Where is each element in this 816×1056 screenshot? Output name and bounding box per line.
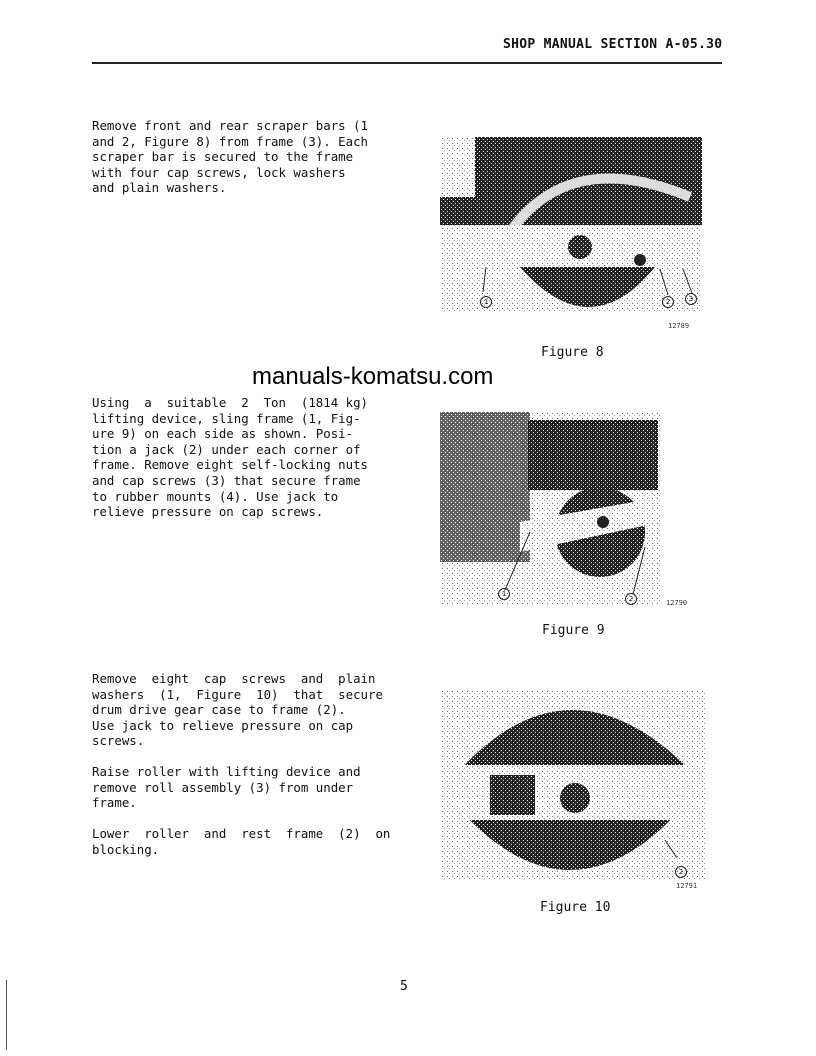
figure-8-callout-2: 2 xyxy=(662,296,674,308)
figure-9-photo xyxy=(440,412,662,604)
header-rule xyxy=(92,62,722,64)
paragraph-lower-roller: Lower roller and rest frame (2) on blocking. xyxy=(92,826,391,857)
figure-10-photo xyxy=(440,690,705,880)
figure-10-caption: Figure 10 xyxy=(540,900,611,915)
figure-9-callout-1: 1 xyxy=(498,588,510,600)
section-header: SHOP MANUAL SECTION A-05.30 xyxy=(503,37,723,52)
figure-9-caption: Figure 9 xyxy=(542,623,605,638)
paragraph-sling-frame: Using a suitable 2 Ton (1814 kg) lifting device, sling frame (1, Fig- ure 9) on each side as shown. Posi- tion a jack (2) under each corner of frame. Remove eight self-locking nuts and cap screws (3) that secure frame to rubber mounts (4). Use jack to relieve pressure on cap screws. xyxy=(92,395,369,520)
figure-8-callout-3: 3 xyxy=(685,293,697,305)
page-number: 5 xyxy=(400,979,408,994)
figure-9-number: 12790 xyxy=(666,599,688,607)
figure-8-callout-1: 1 xyxy=(480,296,492,308)
figure-8-number: 12789 xyxy=(668,322,690,330)
paragraph-remove-scraper-bars: Remove front and rear scraper bars (1 and 2, Figure 8) from frame (3). Each scraper bar is secured to the frame with four cap screws, lock washers and plain washers. xyxy=(92,118,369,196)
figure-8-photo xyxy=(440,137,702,312)
figure-9-callout-2: 2 xyxy=(625,593,637,605)
figure-8-caption: Figure 8 xyxy=(541,345,604,360)
watermark: manuals-komatsu.com xyxy=(252,363,494,390)
paragraph-remove-cap-screws: Remove eight cap screws and plain washers (1, Figure 10) that secure drum drive gear case to frame (2). Use jack to relieve pressure on cap screws. xyxy=(92,671,383,749)
figure-10-callout-2: 2 xyxy=(675,866,687,878)
scan-margin-line xyxy=(6,980,7,1050)
figure-10-number: 12791 xyxy=(676,882,698,890)
paragraph-raise-roller: Raise roller with lifting device and remove roll assembly (3) from under frame. xyxy=(92,764,361,811)
